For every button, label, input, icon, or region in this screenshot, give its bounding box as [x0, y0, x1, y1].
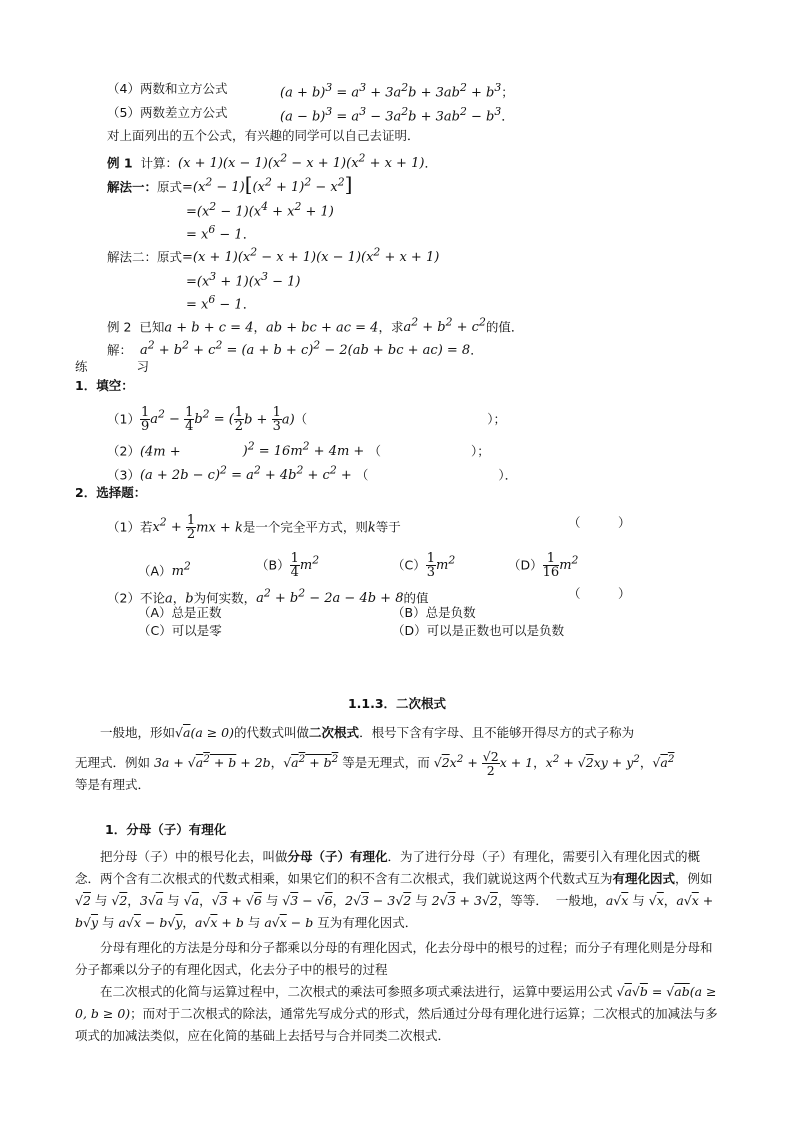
solution-1-label: 解法一： [107, 179, 158, 195]
q2-item-1-answer-paren: （ ） [568, 515, 631, 530]
section-paragraph-4: 在二次根式的化简与运算过程中，二次根式的乘法可参照多项式乘法进行，运算中要运用公式 √a√b = √ab(a ≥ 0, b ≥ 0)；而对于二次根式的除法，通常先写成分式的形式，然后通过分母有理化进行运算；二次根式的加减法与多项式的加减法类似，应在化简的基础上去括号与合并同类二次根式． [75, 984, 718, 1043]
subsection-rationalize: 1．分母（子）有理化 [105, 822, 227, 837]
q2-option-d: （D） $\frac{1}{16}$ $m^2$ [508, 551, 579, 581]
example-2-solution: 解： $a^2 + b^2 + c^2 = (a + b + c)^2 - 2(ab$ + bc + ac) = 8． [107, 339, 483, 359]
q2-item-2-option-b: （B）总是负数 [392, 605, 476, 620]
example-2-line: 例 2 已知a + b + c = 4，ab + bc + ac = 4，求$a^2 + b^2 + c^2$的值． [107, 316, 524, 336]
solution-2-label: 解法二： [107, 249, 158, 265]
q1-item-2: $(2)(4m + )^2 = 16m^2 + 4m$ + （ ）； [107, 440, 490, 460]
q2-item-2-option-a: （A）总是正数 [138, 605, 222, 620]
q2-item-2-option-c: （C）可以是零 [138, 623, 222, 638]
q1-item-1: （1） $\frac{1}{9}$ $a^2$ − $\frac{1}{4}$ $b^2$ = ( $\frac{1}{2}$ b + $\frac{1}{3}$ a)（ ）； [107, 405, 506, 435]
q2-option-b: （B） $\frac{1}{4}$ $m^2$ [256, 551, 320, 581]
section-paragraph-3 [75, 937, 721, 981]
q1-item-3: $(3)(a + 2b - c)^2 = a^2 + 4b^2 + c^2$ + （ ）． [107, 464, 518, 484]
solution-2-line-1: 解法二：原式$=(x + 1)(x^2 - x + 1)(x - 1)(x^2 + x + 1)$ [107, 246, 440, 266]
example-1-label: 例 1 [107, 155, 133, 171]
formulas-note: 对上面列出的五个公式，有兴趣的同学可以自己去证明． [107, 128, 420, 143]
section-paragraph-3-text: 分母有理化的方法是分母和分子都乘以分母的有理化因式，化去分母中的根号的过程；而分子有理化则是分母和分子都乘以分子的有理化因式，化去分子中的根号的过程 [75, 940, 713, 977]
q1-title: 1．填空： [75, 378, 134, 393]
q2-item-2: （2）不论a，b为何实数，$a^2 + b^2 - 2a - 4b + 8$的值 [107, 587, 429, 607]
solution-1-line-1: 解法一：原式$=(x^2 - 1)[(x^2 + 1)^2 - x^2]$ [107, 172, 353, 197]
section-paragraph-2: 把分母（子）中的根号化去，叫做分母（子）有理化．为了进行分母（子）有理化，需要引入有理化因式的概念．两个含有二次根式的代数式相乘，如果它们的积不含有二次根式，我们就说这两个代数式互为有理化因式，例如 √2 与 √2，3√a 与 √a，√3 + √6 与 √3 − √6，2√3 − 3√2 与 2√3 + 3√2，等等． 一般地，a√x 与 √x，a√x + b√y 与 a√x − b√y，a√x + b 与 a√x − b 互为有理化因式． [75, 849, 714, 930]
q2-option-c: （C） $\frac{1}{3}$ $m^2$ [392, 551, 456, 581]
formula-4-label: （4）两数和立方公式 [107, 81, 228, 96]
q2-title: 2．选择题： [75, 485, 147, 500]
q2-item-1: （1）若$x^2$ + $\frac{1}{2}$ mx + k是一个完全平方式，则k等于 [107, 513, 401, 543]
section-paragraph-1: 一般地，形如√a(a ≥ 0)的代数式叫做二次根式．根号下含有字母、且不能够开得尽方的式子称为 无理式．例如 $3a + √a^2 + b + 2b$，$√a^2 + b^2$ 等是无理式，而 $√2x^2$ + $\frac{√2}{2}$ x + 1，$x^2 + √2xy + y^2$，$√a^2$ 等是有理式． [75, 725, 675, 793]
example-1-problem: $(x + 1)(x - 1)(x^2 - x + 1)(x^2 + x + 1)$ [178, 152, 425, 172]
example-1-line: 例 1 计算：$(x + 1)(x - 1)(x^2 - x + 1)(x^2 + x + 1)$． [107, 152, 437, 172]
solution-2-line-2: $=(x^3 + 1)(x^3 - 1)$ [186, 270, 301, 290]
section-title: 1.1.3．二次根式 [347, 696, 447, 711]
formula-5-label: （5）两数差立方公式 [107, 105, 228, 120]
solution-2-line-3: = $x^6 - 1$． [186, 293, 256, 313]
q2-item-2-answer-paren: （ ） [568, 586, 631, 601]
solution-1-line-2: $=(x^2 - 1)(x^4 + x^2 + 1)$ [186, 200, 334, 220]
solution-1-line-3: = $x^6 - 1$． [186, 223, 256, 243]
q2-option-a: $(A)m^2$ [138, 560, 191, 580]
example-1-prompt: 计算： [140, 155, 179, 171]
q2-item-2-option-d: （D）可以是正数也可以是负数 [392, 623, 565, 638]
formula-5-expression: $(a - b)^3 = a^3 - 3a^2b + 3ab^2 - b^3$． [280, 105, 515, 125]
exercises-heading: 练 习 [75, 359, 158, 374]
formula-4-expression: $(a + b)^3 = a^3 + 3a^2b + 3ab^2 + b^3$； [280, 81, 514, 101]
